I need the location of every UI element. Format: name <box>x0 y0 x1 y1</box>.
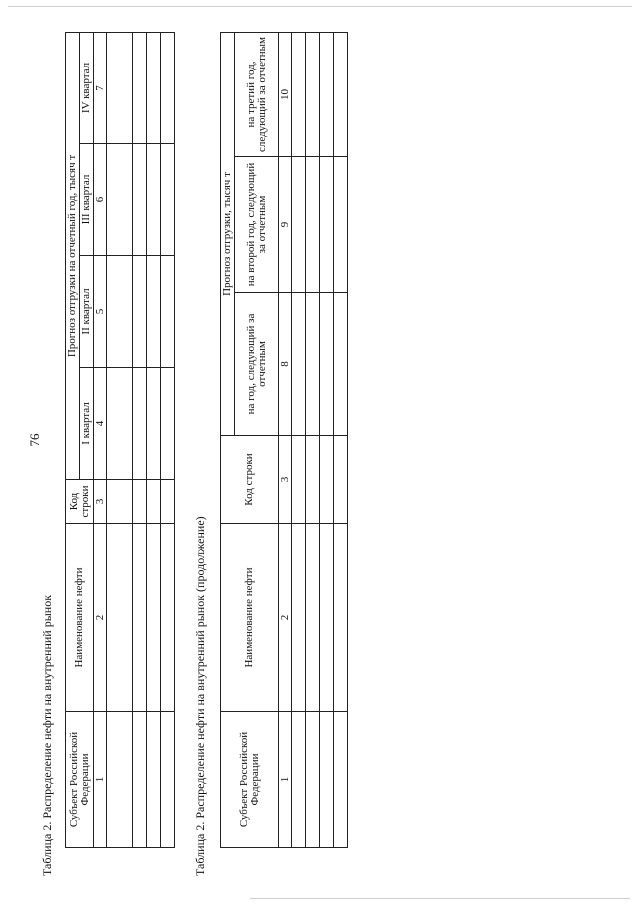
header-subject: Субъект Российской Федерации <box>66 712 94 848</box>
col-number: 3 <box>94 480 107 524</box>
header-subject: Субъект Российской Федерации <box>221 712 279 848</box>
table-row <box>133 32 147 847</box>
header-q3: III квартал <box>80 144 94 256</box>
header-year2: на второй год, следующий за отчетным <box>235 157 279 293</box>
table-row <box>320 32 334 847</box>
col-number: 1 <box>94 712 107 848</box>
table1-caption: Таблица 2. Распределение нефти на внутренний рынок <box>40 594 54 876</box>
scan-edge-top <box>8 6 632 7</box>
col-number: 6 <box>94 144 107 256</box>
header-forecast-group: Прогноз отгрузки на отчетный год, тысяч т <box>66 32 80 479</box>
header-row-code: Код строки <box>221 436 279 524</box>
col-number: 10 <box>279 32 292 156</box>
table-row <box>292 32 306 847</box>
header-q4: IV квартал <box>80 32 94 143</box>
header-row-code: Код строки <box>66 480 94 524</box>
header-q2: II квартал <box>80 256 94 368</box>
col-number: 3 <box>279 436 292 524</box>
table-row <box>306 32 320 847</box>
table-row <box>147 32 161 847</box>
header-oil-name: Наименование нефти <box>66 524 94 712</box>
table1-wrapper <box>65 32 175 848</box>
table2-number-row <box>279 32 292 847</box>
header-year1: на год, следующий за отчетным <box>235 293 279 436</box>
table1 <box>65 32 175 848</box>
header-q1: I квартал <box>80 368 94 480</box>
table2 <box>220 32 348 848</box>
col-number: 8 <box>279 293 292 436</box>
scan-edge-bottom <box>250 898 630 899</box>
col-number: 1 <box>279 712 292 848</box>
col-number: 2 <box>94 524 107 712</box>
header-year3: на третий год, следующий за отчетным <box>235 32 279 156</box>
table-row <box>334 32 348 847</box>
col-number: 4 <box>94 368 107 480</box>
header-forecast-group: Прогноз отгрузки, тысяч т <box>221 32 235 435</box>
table1-number-row <box>94 32 107 847</box>
table-row <box>161 32 175 847</box>
header-oil-name: Наименование нефти <box>221 524 279 712</box>
table2-wrapper <box>220 32 348 848</box>
page-number: 76 <box>27 433 42 447</box>
col-number: 9 <box>279 157 292 293</box>
table-row <box>107 32 133 847</box>
table2-caption: Таблица 2. Распределение нефти на внутренний рынок (продолжение) <box>193 516 207 876</box>
col-number: 5 <box>94 256 107 368</box>
col-number: 7 <box>94 32 107 143</box>
col-number: 2 <box>279 524 292 712</box>
